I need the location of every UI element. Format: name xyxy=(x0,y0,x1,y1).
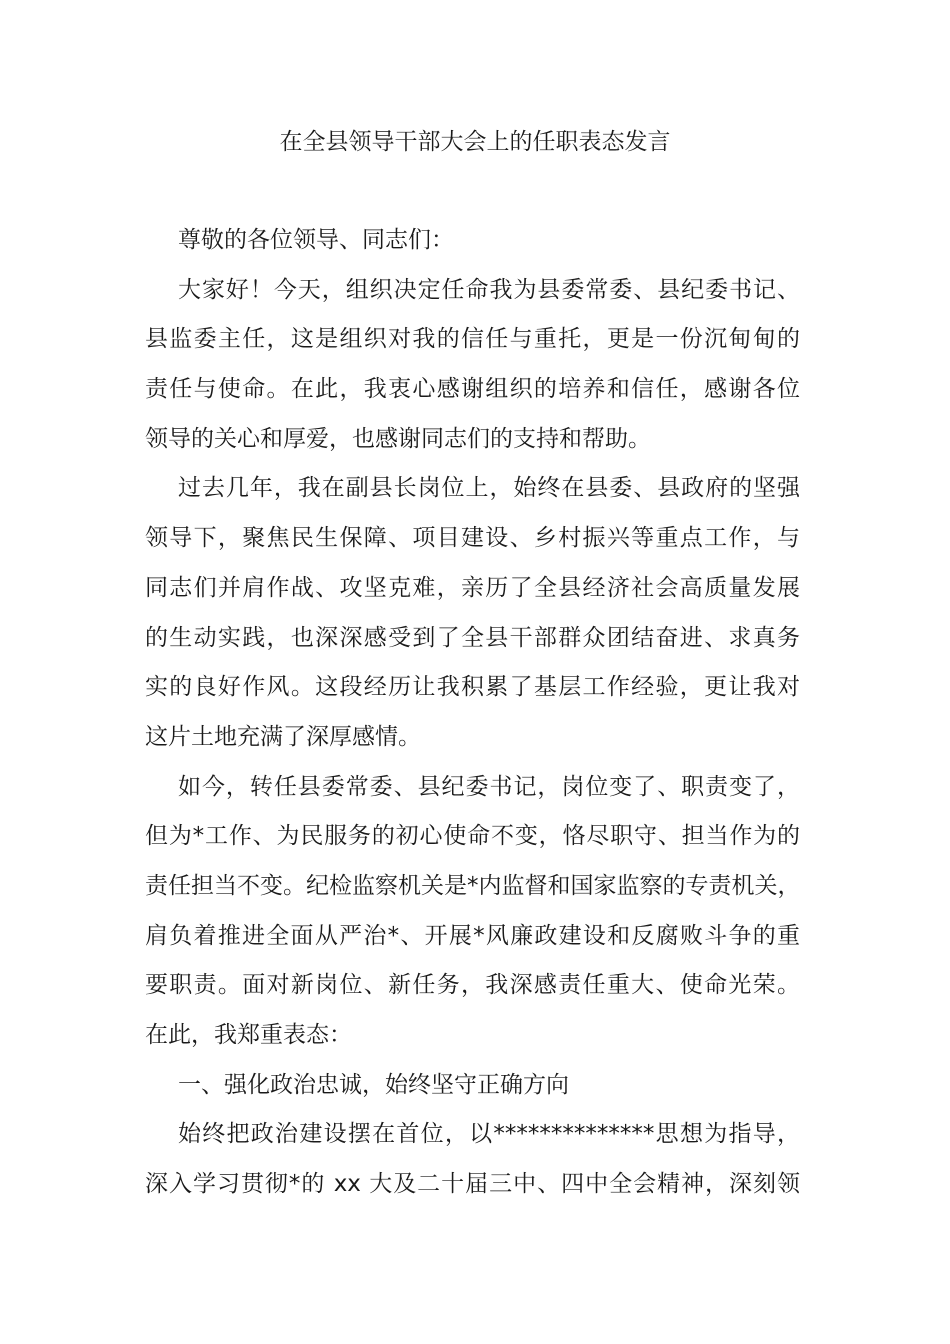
paragraph-line: 始终把政治建设摆在首位，以**************思想为指导， xyxy=(178,1121,800,1148)
paragraph-line: 这片土地充满了深厚感情。 xyxy=(145,723,421,750)
paragraph-line: 实的良好作风。这段经历让我积累了基层工作经验，更让我对 xyxy=(145,674,800,701)
paragraph-line: 如今，转任县委常委、县纪委书记，岗位变了、职责变了， xyxy=(178,773,800,800)
paragraph-line: 肩负着推进全面从严治*、开展*风廉政建设和反腐败斗争的重 xyxy=(145,922,800,949)
paragraph-line: 在此，我郑重表态： xyxy=(145,1022,352,1048)
paragraph-line: 要职责。面对新岗位、新任务，我深感责任重大、使命光荣。 xyxy=(145,972,800,999)
paragraph-line: 尊敬的各位领导、同志们： xyxy=(178,227,454,253)
paragraph-line: 县监委主任，这是组织对我的信任与重托，更是一份沉甸甸的 xyxy=(145,326,800,353)
paragraph-line: 的生动实践，也深深感受到了全县干部群众团结奋进、求真务 xyxy=(145,624,800,651)
paragraph-line: 一、强化政治忠诚，始终坚守正确方向 xyxy=(178,1071,569,1098)
paragraph-line: 同志们并肩作战、攻坚克难，亲历了全县经济社会高质量发展 xyxy=(145,574,800,601)
paragraph-line: 但为*工作、为民服务的初心使命不变，恪尽职守、担当作为的 xyxy=(145,823,800,850)
paragraph-line: 过去几年，我在副县长岗位上，始终在县委、县政府的坚强 xyxy=(178,475,800,502)
document-body xyxy=(145,222,800,1216)
paragraph-line: 深入学习贯彻*的 xx 大及二十届三中、四中全会精神，深刻领 xyxy=(145,1171,800,1198)
paragraph-line: 领导下，聚焦民生保障、项目建设、乡村振兴等重点工作，与 xyxy=(145,525,800,552)
paragraph-line: 责任担当不变。纪检监察机关是*内监督和国家监察的专责机关， xyxy=(145,872,801,899)
paragraph-line: 大家好！今天，组织决定任命我为县委常委、县纪委书记、 xyxy=(178,276,800,303)
document-title: 在全县领导干部大会上的任职表态发言 xyxy=(279,129,671,155)
paragraph-line: 责任与使命。在此，我衷心感谢组织的培养和信任，感谢各位 xyxy=(145,376,800,403)
paragraph-line: 领导的关心和厚爱，也感谢同志们的支持和帮助。 xyxy=(145,425,651,452)
